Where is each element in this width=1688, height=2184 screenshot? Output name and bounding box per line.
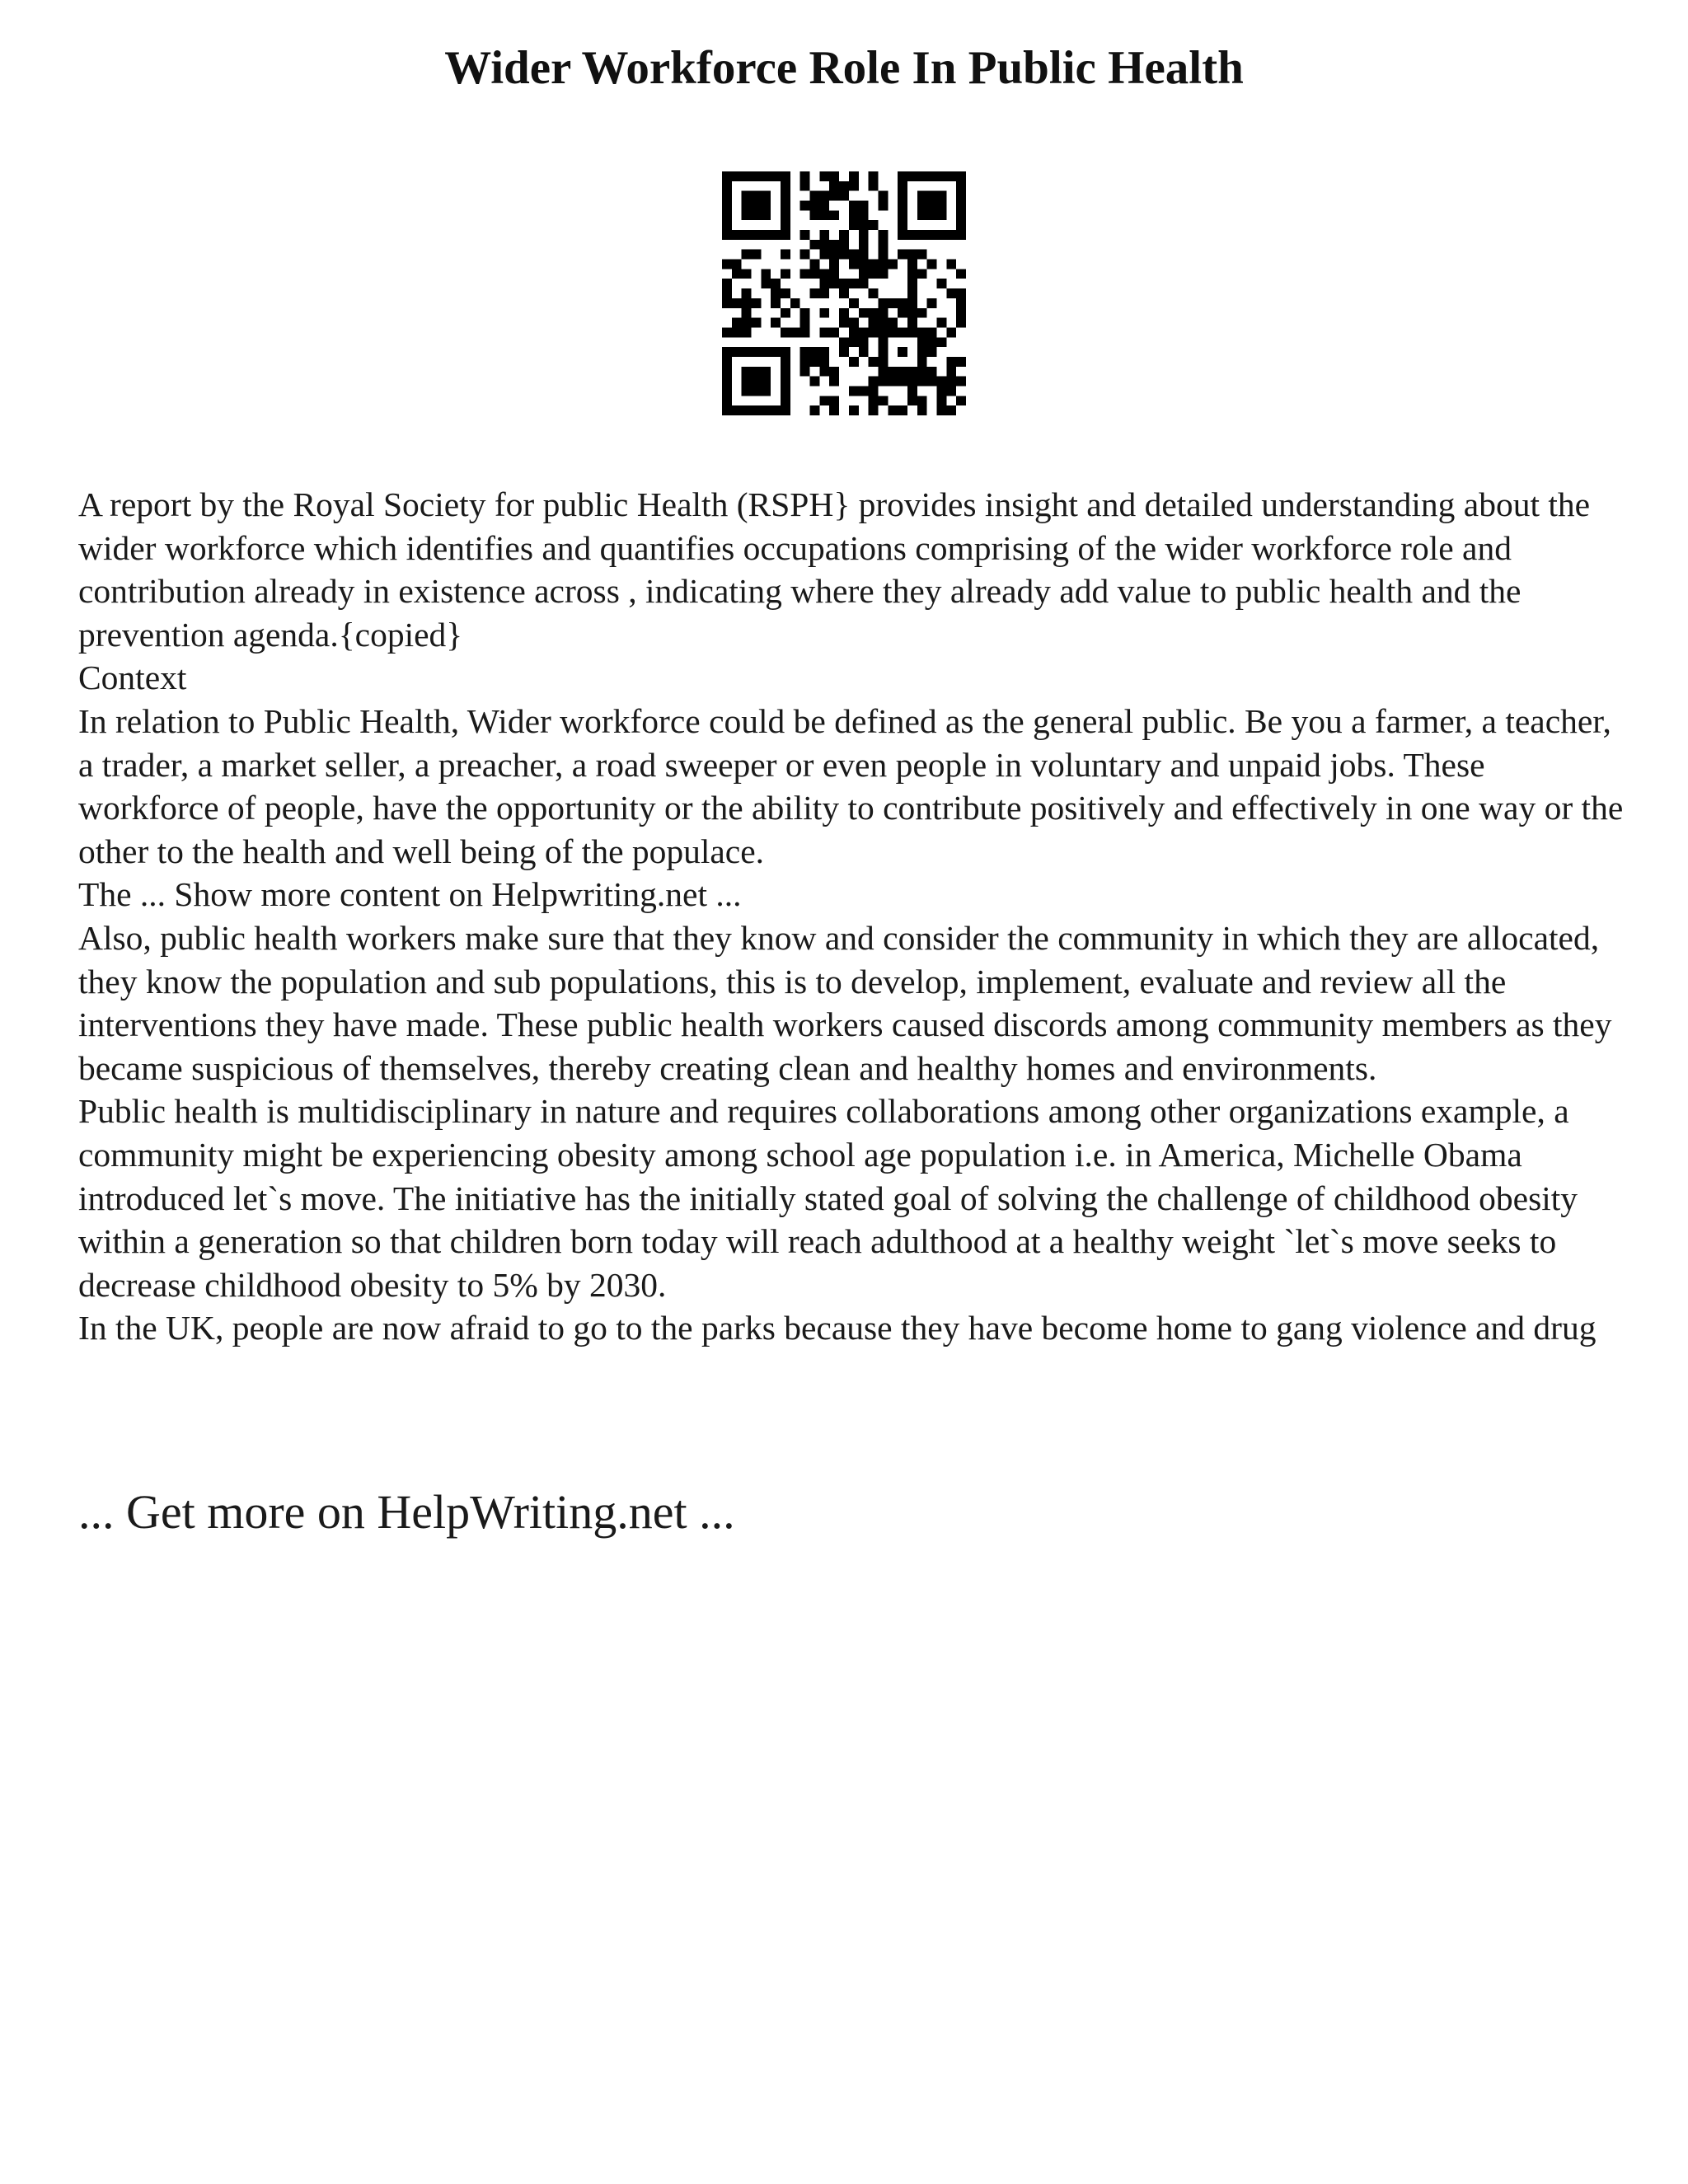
- show-more-link[interactable]: The ... Show more content on Helpwriting.net ...: [78, 875, 742, 914]
- article-body: [78, 483, 1628, 1350]
- paragraph-definition: In relation to Public Health, Wider workforce could be defined as the general public. Be you a farmer, a teacher, a trader, a market seller, a preacher, a road sweeper or even people in voluntary and unpaid jobs. These workforce of people, have the opportunity or the ability to contribute positively and effectively in one way or the other to the health and well being of the populace.: [78, 701, 1624, 870]
- paragraph-intro: A report by the Royal Society for public Health (RSPH} provides insight and detailed understanding about the wider workforce which identifies and quantifies occupations comprising of the wider workforce role and contribution already in existence across , indicating where they already add value to public health and the prevention agenda.{copied}: [78, 485, 1591, 654]
- get-more-link[interactable]: ... Get more on HelpWriting.net ...: [78, 1485, 735, 1539]
- section-heading-context: Context: [78, 658, 187, 697]
- qr-code-icon: [722, 171, 966, 415]
- page-title: Wider Workforce Role In Public Health: [444, 42, 1244, 94]
- paragraph-uk: In the UK, people are now afraid to go to the parks because they have become home to gang violence and drug: [78, 1309, 1597, 1347]
- paragraph-community: Also, public health workers make sure that they know and consider the community in which they are allocated, they know the population and sub populations, this is to develop, implement, evaluate and review all the interventions they have made. These public health workers caused discords among community members as they became suspicious of themselves, thereby creating clean and healthy homes and environments.: [78, 918, 1612, 1087]
- paragraph-multidisciplinary: Public health is multidisciplinary in nature and requires collaborations among other organizations example, a community might be experiencing obesity among school age population i.e. in America, Michelle Obama introduced let`s move. The initiative has the initially stated goal of solving the challenge of childhood obesity within a generation so that children born today will reach adulthood at a healthy weight `let`s move seeks to decrease childhood obesity to 5% by 2030.: [78, 1092, 1578, 1304]
